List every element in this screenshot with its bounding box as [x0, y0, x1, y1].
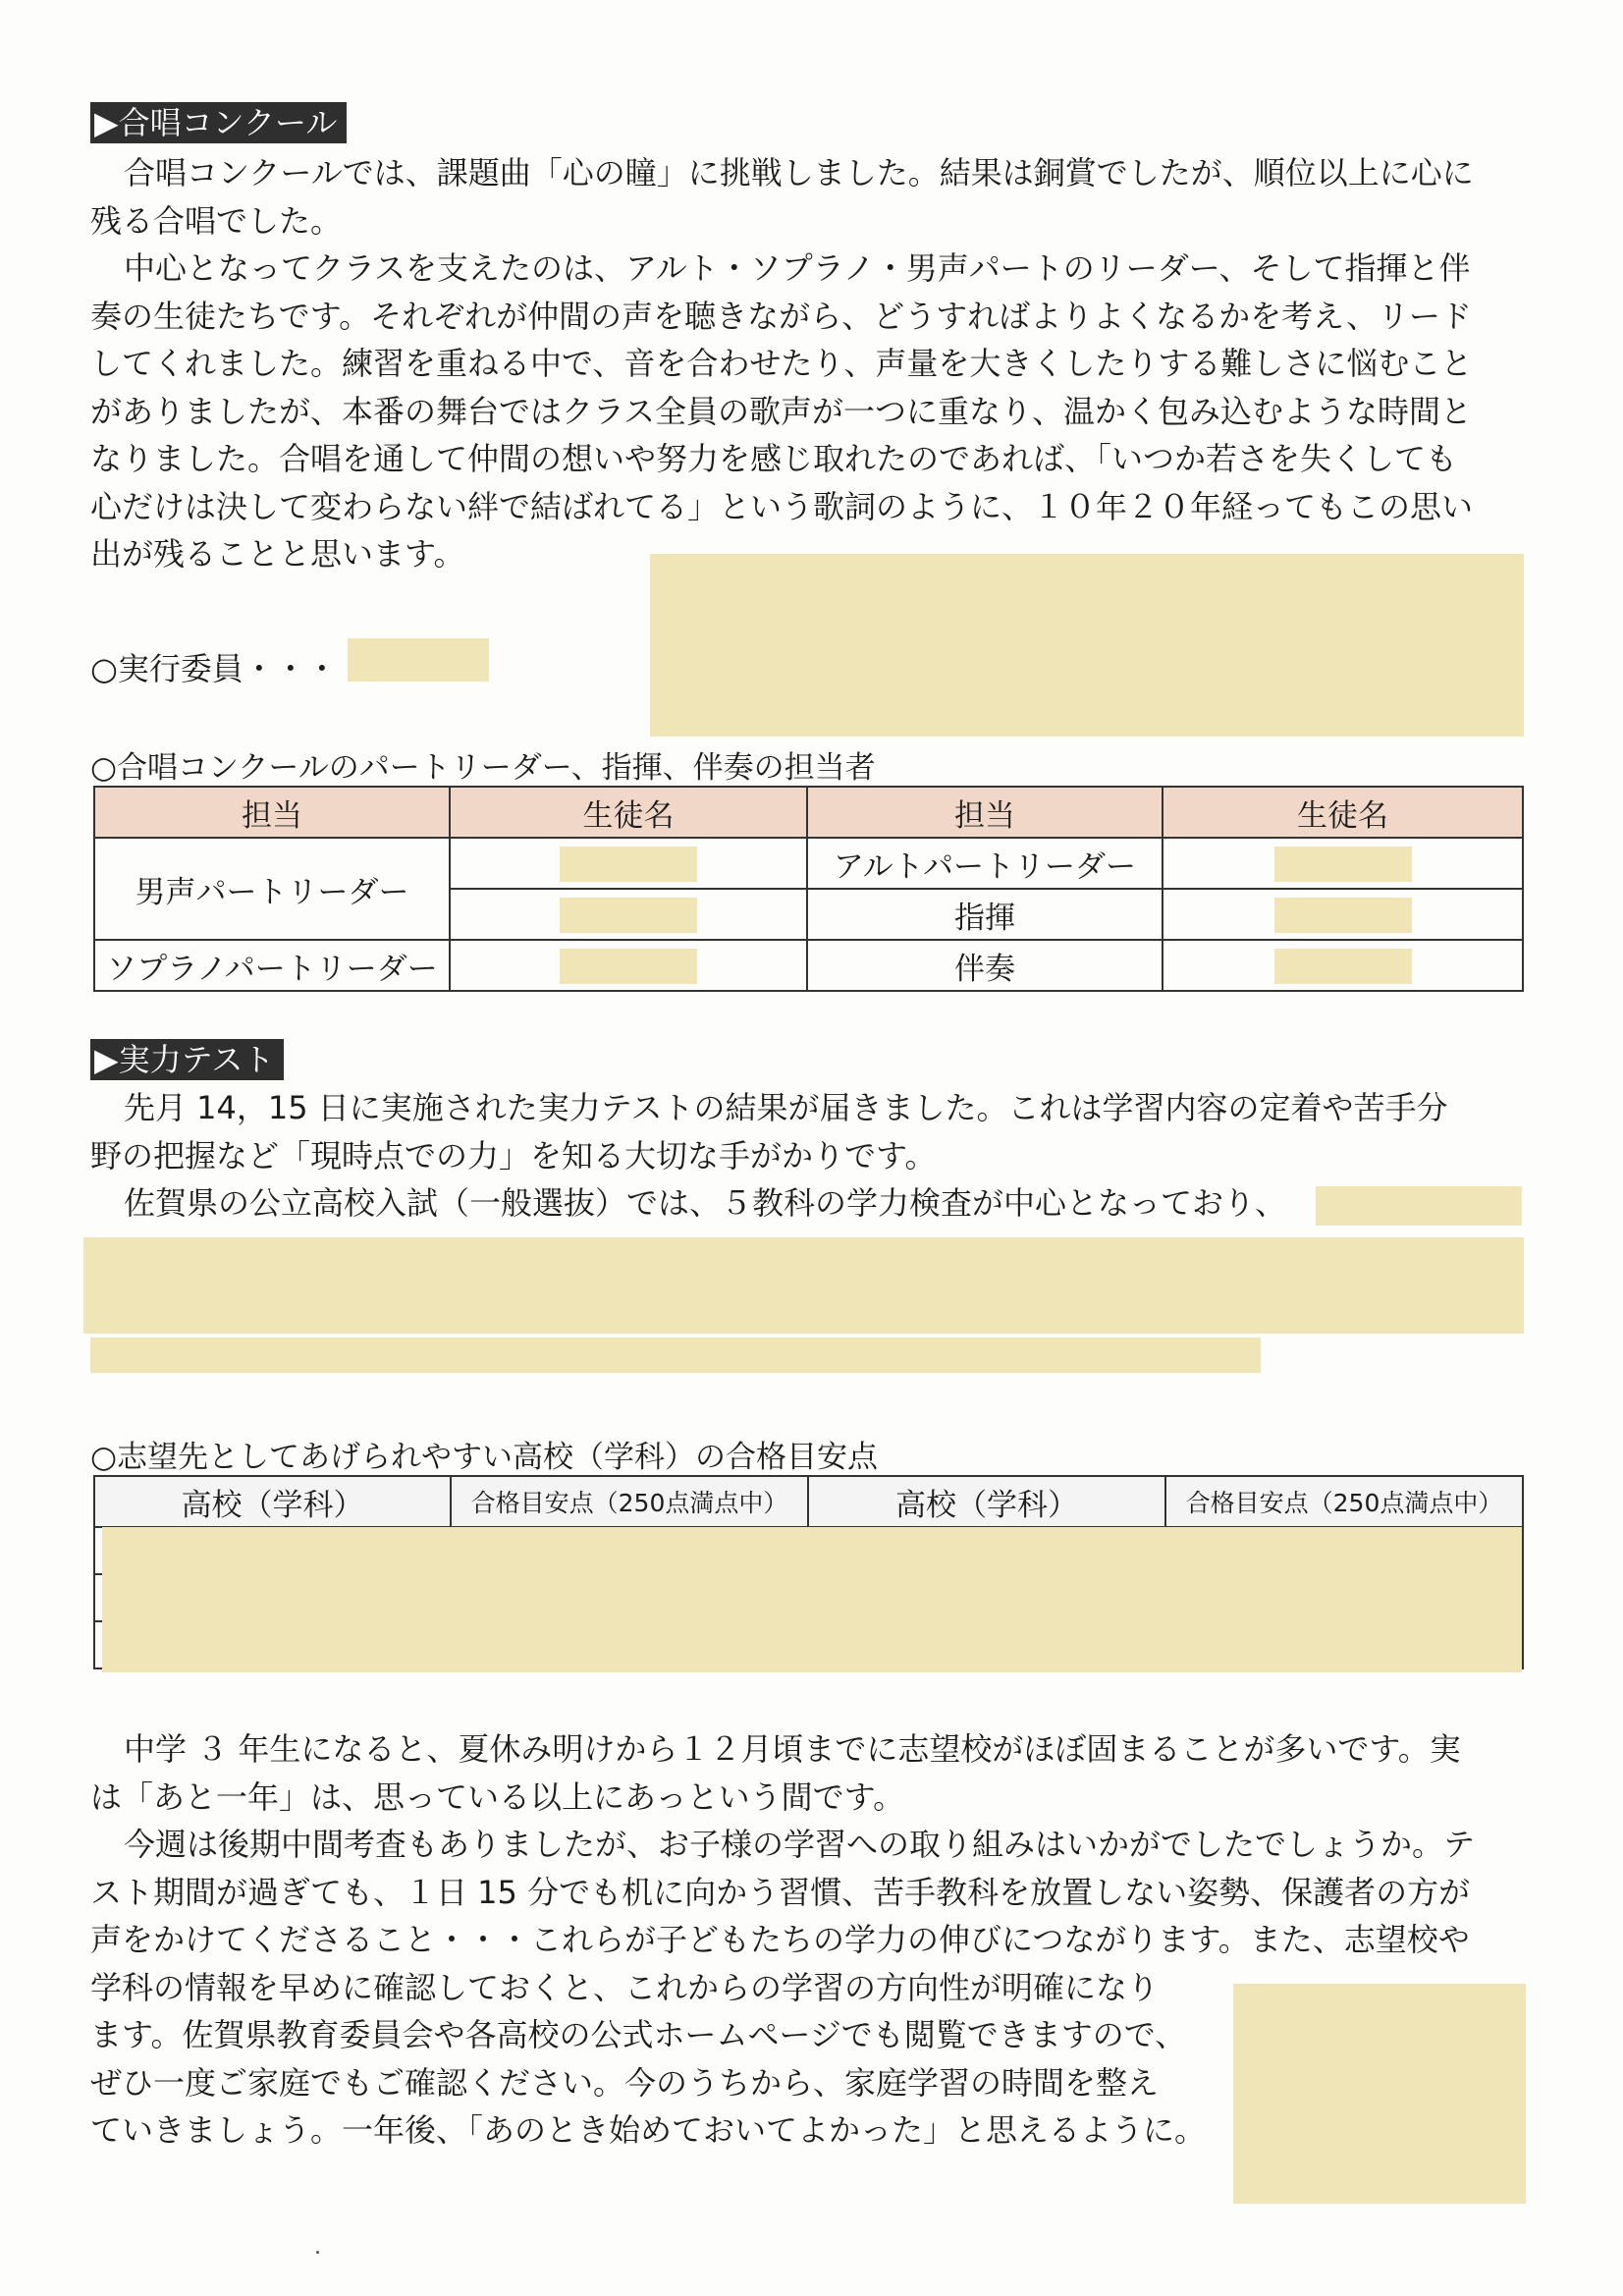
- table-header-student: 生徒名: [1163, 787, 1523, 838]
- text-line: 心だけは決して変わらない絆で結ばれてる」という歌詞のように、１０年２０年経ってもこの思い: [90, 487, 1474, 525]
- text-line: 佐賀県の公立高校入試（一般選抜）では、５教科の学力検査が中心となっており、: [124, 1184, 1287, 1222]
- redacted-name: [1274, 898, 1412, 933]
- redacted-text: [1316, 1186, 1522, 1226]
- redacted-image-box: [1233, 1984, 1526, 2204]
- student-cell: [1163, 940, 1523, 991]
- redacted-table-contents: [102, 1527, 1522, 1672]
- text-line: ます。佐賀県教育委員会や各高校の公式ホームページでも閲覧できますので、: [90, 2016, 1187, 2053]
- chorus-role-table: [93, 786, 1524, 992]
- redacted-text: [90, 1338, 1261, 1373]
- redacted-name: [560, 847, 697, 882]
- test-table-caption: ○志望先としてあげられやすい高校（学科）の合格目安点: [90, 1440, 879, 1475]
- chorus-section-heading: ▶合唱コンクール: [90, 102, 347, 143]
- redacted-text: [83, 1237, 1524, 1334]
- role-conductor: 指揮: [807, 889, 1163, 940]
- table-header-score: 合格目安点（250点満点中）: [1165, 1476, 1523, 1527]
- table-header-school: 高校（学科）: [94, 1476, 451, 1527]
- text-line: ぜひ一度ご家庭でもご確認ください。今のうちから、家庭学習の時間を整え: [90, 2063, 1160, 2102]
- table-header-score: 合格目安点（250点満点中）: [451, 1476, 808, 1527]
- table-header-school: 高校（学科）: [808, 1476, 1165, 1527]
- student-cell: [450, 838, 807, 889]
- role-soprano-leader: ソプラノパートリーダー: [94, 940, 450, 991]
- student-cell: [1163, 889, 1523, 940]
- text-line: 学科の情報を早めに確認しておくと、これからの学習の方向性が明確になり: [90, 1968, 1160, 2006]
- role-alto-leader: アルトパートリーダー: [807, 838, 1163, 889]
- text-line: ていきましょう。一年後、「あのとき始めておいてよかった」と思えるように。: [90, 2111, 1207, 2149]
- text-line: 中心となってクラスを支えたのは、アルト・ソプラノ・男声パートのリーダー、そして指揮と伴: [124, 249, 1471, 287]
- committee-label: ○実行委員・・・: [90, 650, 338, 687]
- chorus-paragraph: [90, 149, 1524, 578]
- redacted-name: [560, 949, 697, 984]
- text-line: 今週は後期中間考査もありましたが、お子様の学習への取り組みはいかがでしたでしょうか。テ: [124, 1826, 1476, 1863]
- text-line: 中学 ３ 年生になると、夏休み明けから１２月頃までに志望校がほぼ固まることが多いです。実: [124, 1730, 1461, 1768]
- text-line: スト期間が過ぎても、１日 15 分でも机に向かう習慣、苦手教科を放置しない姿勢、保護者の方が: [90, 1873, 1471, 1911]
- redacted-name: [560, 898, 697, 933]
- student-cell: [1163, 838, 1523, 889]
- text-line: してくれました。練習を重ねる中で、音を合わせたり、声量を大きくしたりする難しさに悩むこと: [90, 345, 1473, 382]
- text-line: なりました。合唱を通して仲間の想いや努力を感じ取れたのであれば、「いつか若さを失くしても: [90, 440, 1458, 477]
- redacted-block: [650, 554, 1524, 737]
- text-line: 合唱コンクールでは、課題曲「心の瞳」に挑戦しました。結果は銅賞でしたが、順位以上に心に: [124, 154, 1474, 191]
- text-line: は「あと一年」は、思っている以上にあっという間です。: [90, 1777, 905, 1816]
- text-line: がありましたが、本番の舞台ではクラス全員の歌声が一つに重なり、温かく包み込むような時間と: [90, 392, 1473, 430]
- table-header-role: 担当: [807, 787, 1163, 838]
- text-line: 野の把握など「現時点での力」を知る大切な手がかりです。: [90, 1136, 937, 1175]
- role-male-leader: 男声パートリーダー: [94, 838, 450, 940]
- text-line: 奏の生徒たちです。それぞれが仲間の声を聴きながら、どうすればよりよくなるかを考え、リード: [90, 297, 1473, 335]
- test-paragraph: [90, 1084, 1524, 1228]
- redacted-committee-name: [348, 638, 489, 682]
- chorus-table-caption: ○合唱コンクールのパートリーダー、指揮、伴奏の担当者: [90, 750, 876, 786]
- text-line: 先月 14，15 日に実施された実力テストの結果が届きました。これは学習内容の定着や苦手分: [124, 1089, 1448, 1126]
- text-line: 残る合唱でした。: [90, 201, 343, 240]
- role-accompanist: 伴奏: [807, 940, 1163, 991]
- student-cell: [450, 940, 807, 991]
- scan-speck: [316, 2251, 319, 2254]
- text-line: 出が残ることと思います。: [90, 535, 465, 573]
- table-header-role: 担当: [94, 787, 450, 838]
- redacted-name: [1274, 949, 1412, 984]
- table-header-student: 生徒名: [450, 787, 807, 838]
- redacted-name: [1274, 847, 1412, 882]
- text-line: 声をかけてくださること・・・これらが子どもたちの学力の伸びにつながります。また、志望校や: [90, 1921, 1470, 1958]
- test-section-heading: ▶実力テスト: [90, 1039, 284, 1080]
- student-cell: [450, 889, 807, 940]
